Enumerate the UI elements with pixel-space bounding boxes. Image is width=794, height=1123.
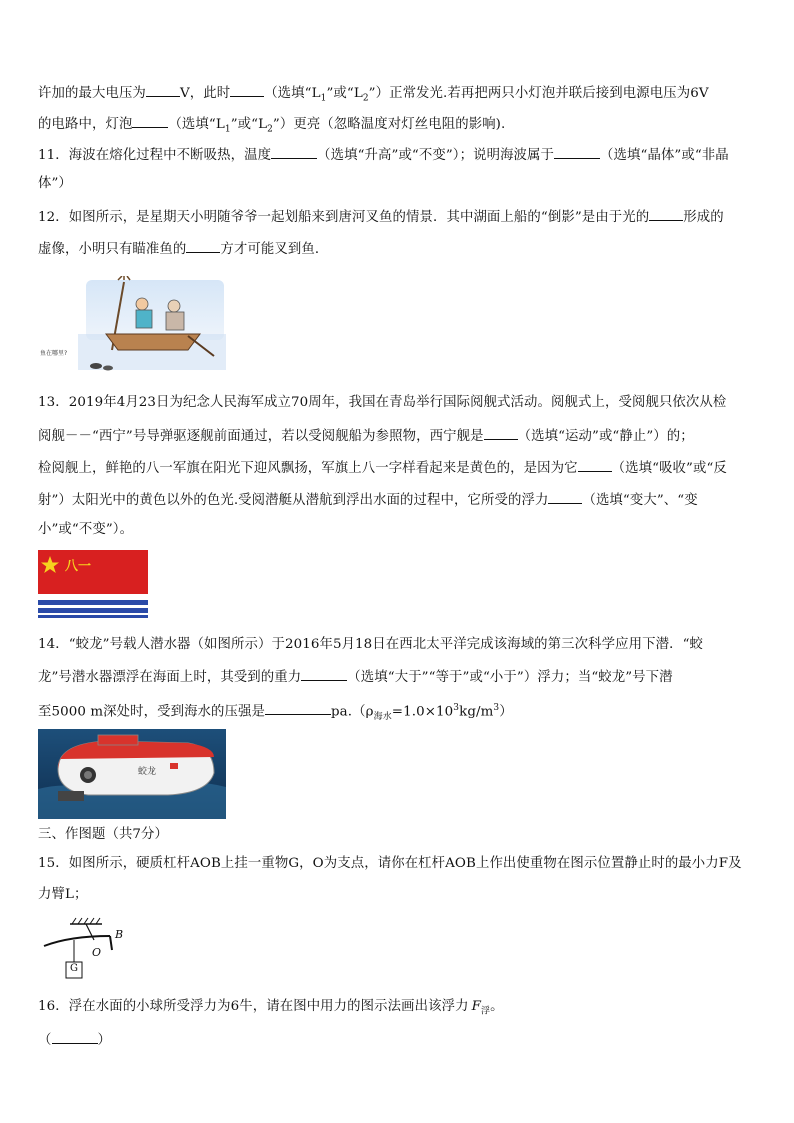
q11-text: 11．海波在熔化过程中不断吸热，温度 — [38, 148, 272, 163]
q13-text: （选填“吸收”或“反 — [611, 461, 727, 476]
answer-blank[interactable] — [578, 458, 612, 472]
q11-text: （选填“升高”或“不变”）；说明海波属于 — [317, 148, 555, 163]
q10-line1 — [38, 83, 709, 108]
answer-blank[interactable] — [52, 1030, 98, 1044]
q10-text: （选填“L — [168, 117, 225, 132]
q14-text: （选填“大于”“等于”或“小于”）浮力；当“蛟龙”号下潜 — [347, 670, 673, 685]
q10-text: V，此时 — [179, 86, 231, 101]
q13-text: 阅舰－－“西宁”号导弹驱逐舰前面通过，若以受阅舰船为参照物，西宁舰是 — [38, 429, 484, 444]
q16-text: 。 — [490, 999, 504, 1014]
q10-text: ”或“L — [326, 86, 363, 101]
q16-line2 — [38, 1030, 111, 1050]
q15-line1 — [38, 855, 742, 873]
q13-text: 小”或“不变”）。 — [38, 522, 134, 537]
q14-text: pa.（ρ — [331, 704, 374, 720]
flag-svg — [38, 550, 148, 618]
q14-line2 — [38, 667, 673, 687]
q12-text: 虚像，小明只有瞄准鱼的 — [38, 242, 187, 257]
q10-text: ”）正常发光.若再把两只小灯泡并联后接到电源电压为6V — [368, 86, 709, 101]
q13-text: 射”）太阳光中的黄色以外的色光.受阅潜艇从潜航到浮出水面的过程中，它所受的浮力 — [38, 493, 549, 508]
answer-blank[interactable] — [186, 239, 220, 253]
subscript: 浮 — [480, 1006, 491, 1017]
q10-text: ”）更亮（忽略温度对灯丝电阻的影响). — [272, 117, 506, 132]
answer-blank[interactable] — [301, 667, 347, 681]
q10-text: 的电路中，灯泡 — [38, 117, 133, 132]
submersible-label: 蛟龙 — [138, 767, 157, 777]
q13-line4 — [38, 490, 698, 510]
q12-text: 方才可能叉到鱼． — [220, 242, 329, 257]
q13-line3 — [38, 458, 727, 478]
answer-blank[interactable] — [146, 83, 180, 97]
q12-text: 形成的 — [683, 210, 724, 225]
force-symbol: F — [471, 999, 481, 1014]
lever-svg — [40, 912, 130, 984]
lever-label-b: B — [115, 928, 124, 941]
lever-label-o: O — [92, 946, 102, 959]
q11-text: 体”） — [38, 176, 72, 191]
answer-blank[interactable] — [548, 490, 582, 504]
q16-text: （ — [38, 1033, 52, 1048]
q13-text: （选填“变大”、“变 — [582, 493, 698, 508]
answer-blank[interactable] — [271, 145, 317, 159]
lever-label-g: G — [70, 963, 78, 974]
flag-text: 八一 — [65, 559, 92, 574]
q14-text: ） — [499, 704, 513, 720]
q11-line2 — [38, 175, 72, 193]
boat-fishing-illustration — [38, 276, 226, 374]
q10-line2 — [38, 114, 505, 139]
q15-line2 — [38, 886, 87, 904]
q11-text: （选填“晶体”或“非晶 — [600, 148, 729, 163]
superscript: 3 — [453, 703, 460, 713]
q12-line2 — [38, 239, 328, 259]
q13-line2 — [38, 426, 694, 446]
q13-text: （选填“运动”或“静止”）的； — [517, 429, 694, 444]
q14-text: 至5000 m深处时，受到海水的压强是 — [38, 704, 266, 720]
q10-text: ”或“L — [230, 117, 268, 132]
q13-line5 — [38, 521, 133, 539]
boat-scene-svg — [38, 276, 226, 374]
section-heading-text: 三、作图题（共7分） — [38, 827, 169, 842]
q13-text: 检阅舰上，鲜艳的八一军旗在阳光下迎风飘扬，军旗上八一字样看起来是黄色的，是因为它 — [38, 461, 578, 476]
bayi-flag-image — [38, 550, 148, 618]
q11-line1 — [38, 145, 729, 165]
subscript: 1 — [320, 93, 327, 104]
superscript: 3 — [493, 703, 500, 713]
q10-text: （选填“L — [264, 86, 321, 101]
jiaolong-submersible-image — [38, 729, 226, 819]
subscript: 海水 — [373, 712, 392, 723]
q16-text: ） — [97, 1033, 111, 1048]
q13-line1 — [38, 394, 726, 412]
submersible-svg — [38, 729, 226, 819]
q15-text: 力臂L； — [38, 887, 88, 902]
q15-text: 15．如图所示，硬质杠杆AOB上挂一重物G，O为支点，请你在杠杆AOB上作出使重物在图示位置静止时的最小力F及 — [38, 856, 742, 871]
answer-blank[interactable] — [484, 426, 518, 440]
section-title — [38, 826, 168, 844]
answer-blank[interactable] — [554, 145, 600, 159]
q16-line1 — [38, 998, 504, 1021]
q16-text: 16．浮在水面的小球所受浮力为6牛，请在图中用力的图示法画出该浮力 — [38, 999, 469, 1014]
q14-text: =1.0×10 — [391, 704, 454, 720]
answer-blank[interactable] — [265, 701, 331, 715]
q10-text: 许加的最大电压为 — [38, 86, 146, 101]
q12-line1 — [38, 207, 724, 227]
boat-caption: 鱼在哪里? — [40, 350, 68, 357]
q13-text: 13．2019年4月23日为纪念人民海军成立70周年，我国在青岛举行国际阅舰式活动。阅舰式上，受阅舰只依次从检 — [38, 395, 727, 410]
q14-text: kg/m — [459, 704, 494, 720]
subscript: 1 — [224, 124, 231, 135]
answer-blank[interactable] — [230, 83, 264, 97]
q14-line3 — [38, 699, 513, 726]
answer-blank[interactable] — [132, 114, 168, 128]
lever-diagram — [40, 912, 130, 984]
q14-text: 14．“蛟龙”号载人潜水器（如图所示）于2016年5月18日在西北太平洋完成该海域的第三次科学应用下潜．“蛟 — [38, 637, 704, 652]
q14-text: 龙”号潜水器漂浮在海面上时，其受到的重力 — [38, 670, 302, 685]
subscript: 2 — [362, 93, 369, 104]
q14-line1 — [38, 636, 703, 654]
answer-blank[interactable] — [649, 207, 683, 221]
subscript: 2 — [267, 124, 273, 135]
q12-text: 12．如图所示，是星期天小明随爷爷一起划船来到唐河叉鱼的情景．其中湖面上船的“倒影”是由于光的 — [38, 210, 650, 225]
